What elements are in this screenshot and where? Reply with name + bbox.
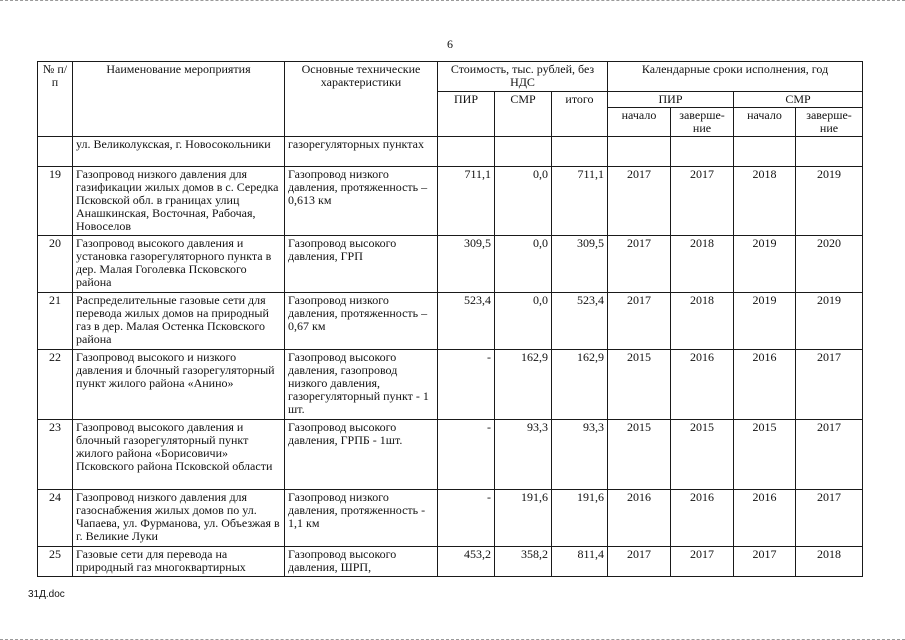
scan-edge-bottom (0, 636, 905, 640)
header-smr: СМР (495, 92, 552, 137)
row-empty-cell (552, 137, 608, 167)
row-name: Газопровод высокого и низкого давления и блочный газорегуляторный пункт жилого района «Анино» (73, 350, 285, 420)
row-smr-start: 2015 (734, 420, 796, 490)
row-pir-end: 2015 (671, 420, 734, 490)
header-pir-start: начало (608, 108, 671, 137)
table-row-continuation (38, 137, 863, 167)
header-sched-pir: ПИР (608, 92, 734, 108)
row-pir-end: 2016 (671, 490, 734, 547)
row-cost-total: 523,4 (552, 293, 608, 350)
row-cost-pir: 711,1 (438, 167, 495, 236)
row-name: Газопровод высокого давления и установка газорегуляторного пункта в дер. Малая Гоголевка Псковского района (73, 236, 285, 293)
table-body (38, 62, 863, 577)
row-num: 23 (38, 420, 73, 490)
row-pir-end: 2018 (671, 236, 734, 293)
row-cost-pir: 309,5 (438, 236, 495, 293)
scan-edge-top (0, 0, 905, 4)
row-tech: Газопровод низкого давления, протяженность - 1,1 км (285, 490, 438, 547)
row-cost-total: 93,3 (552, 420, 608, 490)
header-row-1 (38, 62, 863, 92)
row-pir-end: 2016 (671, 350, 734, 420)
row-num: 21 (38, 293, 73, 350)
row-cost-smr: 358,2 (495, 547, 552, 577)
table-row (38, 293, 863, 350)
row-smr-end: 2019 (796, 167, 863, 236)
row-empty-cell (796, 137, 863, 167)
row-smr-end: 2020 (796, 236, 863, 293)
row-empty-cell (495, 137, 552, 167)
row-cost-pir: - (438, 350, 495, 420)
table-row (38, 350, 863, 420)
table-row (38, 236, 863, 293)
row-smr-start: 2016 (734, 490, 796, 547)
footer-filename: 31Д.doc (28, 589, 65, 600)
row-cost-smr: 162,9 (495, 350, 552, 420)
row-pir-start: 2015 (608, 420, 671, 490)
row-cost-pir: - (438, 420, 495, 490)
row-num: 22 (38, 350, 73, 420)
header-smr-end: заверше- ние (796, 108, 863, 137)
row-pir-start: 2017 (608, 293, 671, 350)
row-smr-end: 2017 (796, 420, 863, 490)
row-cost-total: 711,1 (552, 167, 608, 236)
row-pir-end: 2017 (671, 547, 734, 577)
row-smr-start: 2016 (734, 350, 796, 420)
row-tech: Газопровод высокого давления, ГРП (285, 236, 438, 293)
row-cost-smr: 0,0 (495, 293, 552, 350)
page-number: 6 (447, 37, 453, 51)
row-cost-smr: 0,0 (495, 236, 552, 293)
row-cost-total: 309,5 (552, 236, 608, 293)
row-cost-smr: 191,6 (495, 490, 552, 547)
row-tech: Газопровод высокого давления, ГРПБ - 1шт. (285, 420, 438, 490)
row-pir-start: 2016 (608, 490, 671, 547)
row-pir-end: 2017 (671, 167, 734, 236)
row-cost-pir: - (438, 490, 495, 547)
row-num: 20 (38, 236, 73, 293)
row-cost-total: 191,6 (552, 490, 608, 547)
row-num: 24 (38, 490, 73, 547)
projects-table (37, 61, 863, 577)
header-sched-smr: СМР (734, 92, 863, 108)
row-smr-start: 2017 (734, 547, 796, 577)
row-pir-end: 2018 (671, 293, 734, 350)
table-row (38, 547, 863, 577)
row-smr-start: 2018 (734, 167, 796, 236)
row-tech: Газопровод высокого давления, ШРП, (285, 547, 438, 577)
header-num: № п/п (38, 62, 73, 137)
row-pir-start: 2017 (608, 167, 671, 236)
row-cost-total: 811,4 (552, 547, 608, 577)
row-num (38, 137, 73, 167)
table-row (38, 167, 863, 236)
row-num: 25 (38, 547, 73, 577)
table-row (38, 490, 863, 547)
row-smr-end: 2019 (796, 293, 863, 350)
header-name: Наименование мероприятия (73, 62, 285, 137)
row-empty-cell (734, 137, 796, 167)
header-schedule: Календарные сроки исполнения, год (608, 62, 863, 92)
row-name: ул. Великолукская, г. Новосокольники (73, 137, 285, 167)
header-tech: Основные технические характеристики (285, 62, 438, 137)
header-smr-start: начало (734, 108, 796, 137)
row-empty-cell (671, 137, 734, 167)
row-cost-smr: 0,0 (495, 167, 552, 236)
row-name: Газопровод высокого давления и блочный газорегуляторный пункт жилого района «Борисовичи» Псковского района Псковской области (73, 420, 285, 490)
header-pir: ПИР (438, 92, 495, 137)
row-cost-smr: 93,3 (495, 420, 552, 490)
row-pir-start: 2017 (608, 236, 671, 293)
header-total: итого (552, 92, 608, 137)
row-name: Газопровод низкого давления для газификации жилых домов в с. Середка Псковской обл. в границах улиц Анашкинская, Восточная, Рабочая, Новоселов (73, 167, 285, 236)
row-empty-cell (608, 137, 671, 167)
row-smr-end: 2017 (796, 350, 863, 420)
header-cost: Стоимость, тыс. рублей, без НДС (438, 62, 608, 92)
row-cost-pir: 523,4 (438, 293, 495, 350)
row-tech: Газопровод низкого давления, протяженность – 0,67 км (285, 293, 438, 350)
row-name: Распределительные газовые сети для перевода жилых домов на природный газ в дер. Малая Остенка Псковского района (73, 293, 285, 350)
row-empty-cell (438, 137, 495, 167)
row-name: Газопровод низкого давления для газоснабжения жилых домов по ул. Чапаева, ул. Фурманова, ул. Объезжая в г. Великие Луки (73, 490, 285, 547)
row-tech: газорегуляторных пунктах (285, 137, 438, 167)
header-pir-end: заверше- ние (671, 108, 734, 137)
row-smr-end: 2017 (796, 490, 863, 547)
row-num: 19 (38, 167, 73, 236)
row-tech: Газопровод низкого давления, протяженность – 0,613 км (285, 167, 438, 236)
row-cost-total: 162,9 (552, 350, 608, 420)
table-row (38, 420, 863, 490)
row-cost-pir: 453,2 (438, 547, 495, 577)
row-smr-start: 2019 (734, 293, 796, 350)
row-pir-start: 2017 (608, 547, 671, 577)
row-name: Газовые сети для перевода на природный газ многоквартирных (73, 547, 285, 577)
row-smr-start: 2019 (734, 236, 796, 293)
row-smr-end: 2018 (796, 547, 863, 577)
row-tech: Газопровод высокого давления, газопровод низкого давления, газорегуляторный пункт - 1 шт. (285, 350, 438, 420)
row-pir-start: 2015 (608, 350, 671, 420)
